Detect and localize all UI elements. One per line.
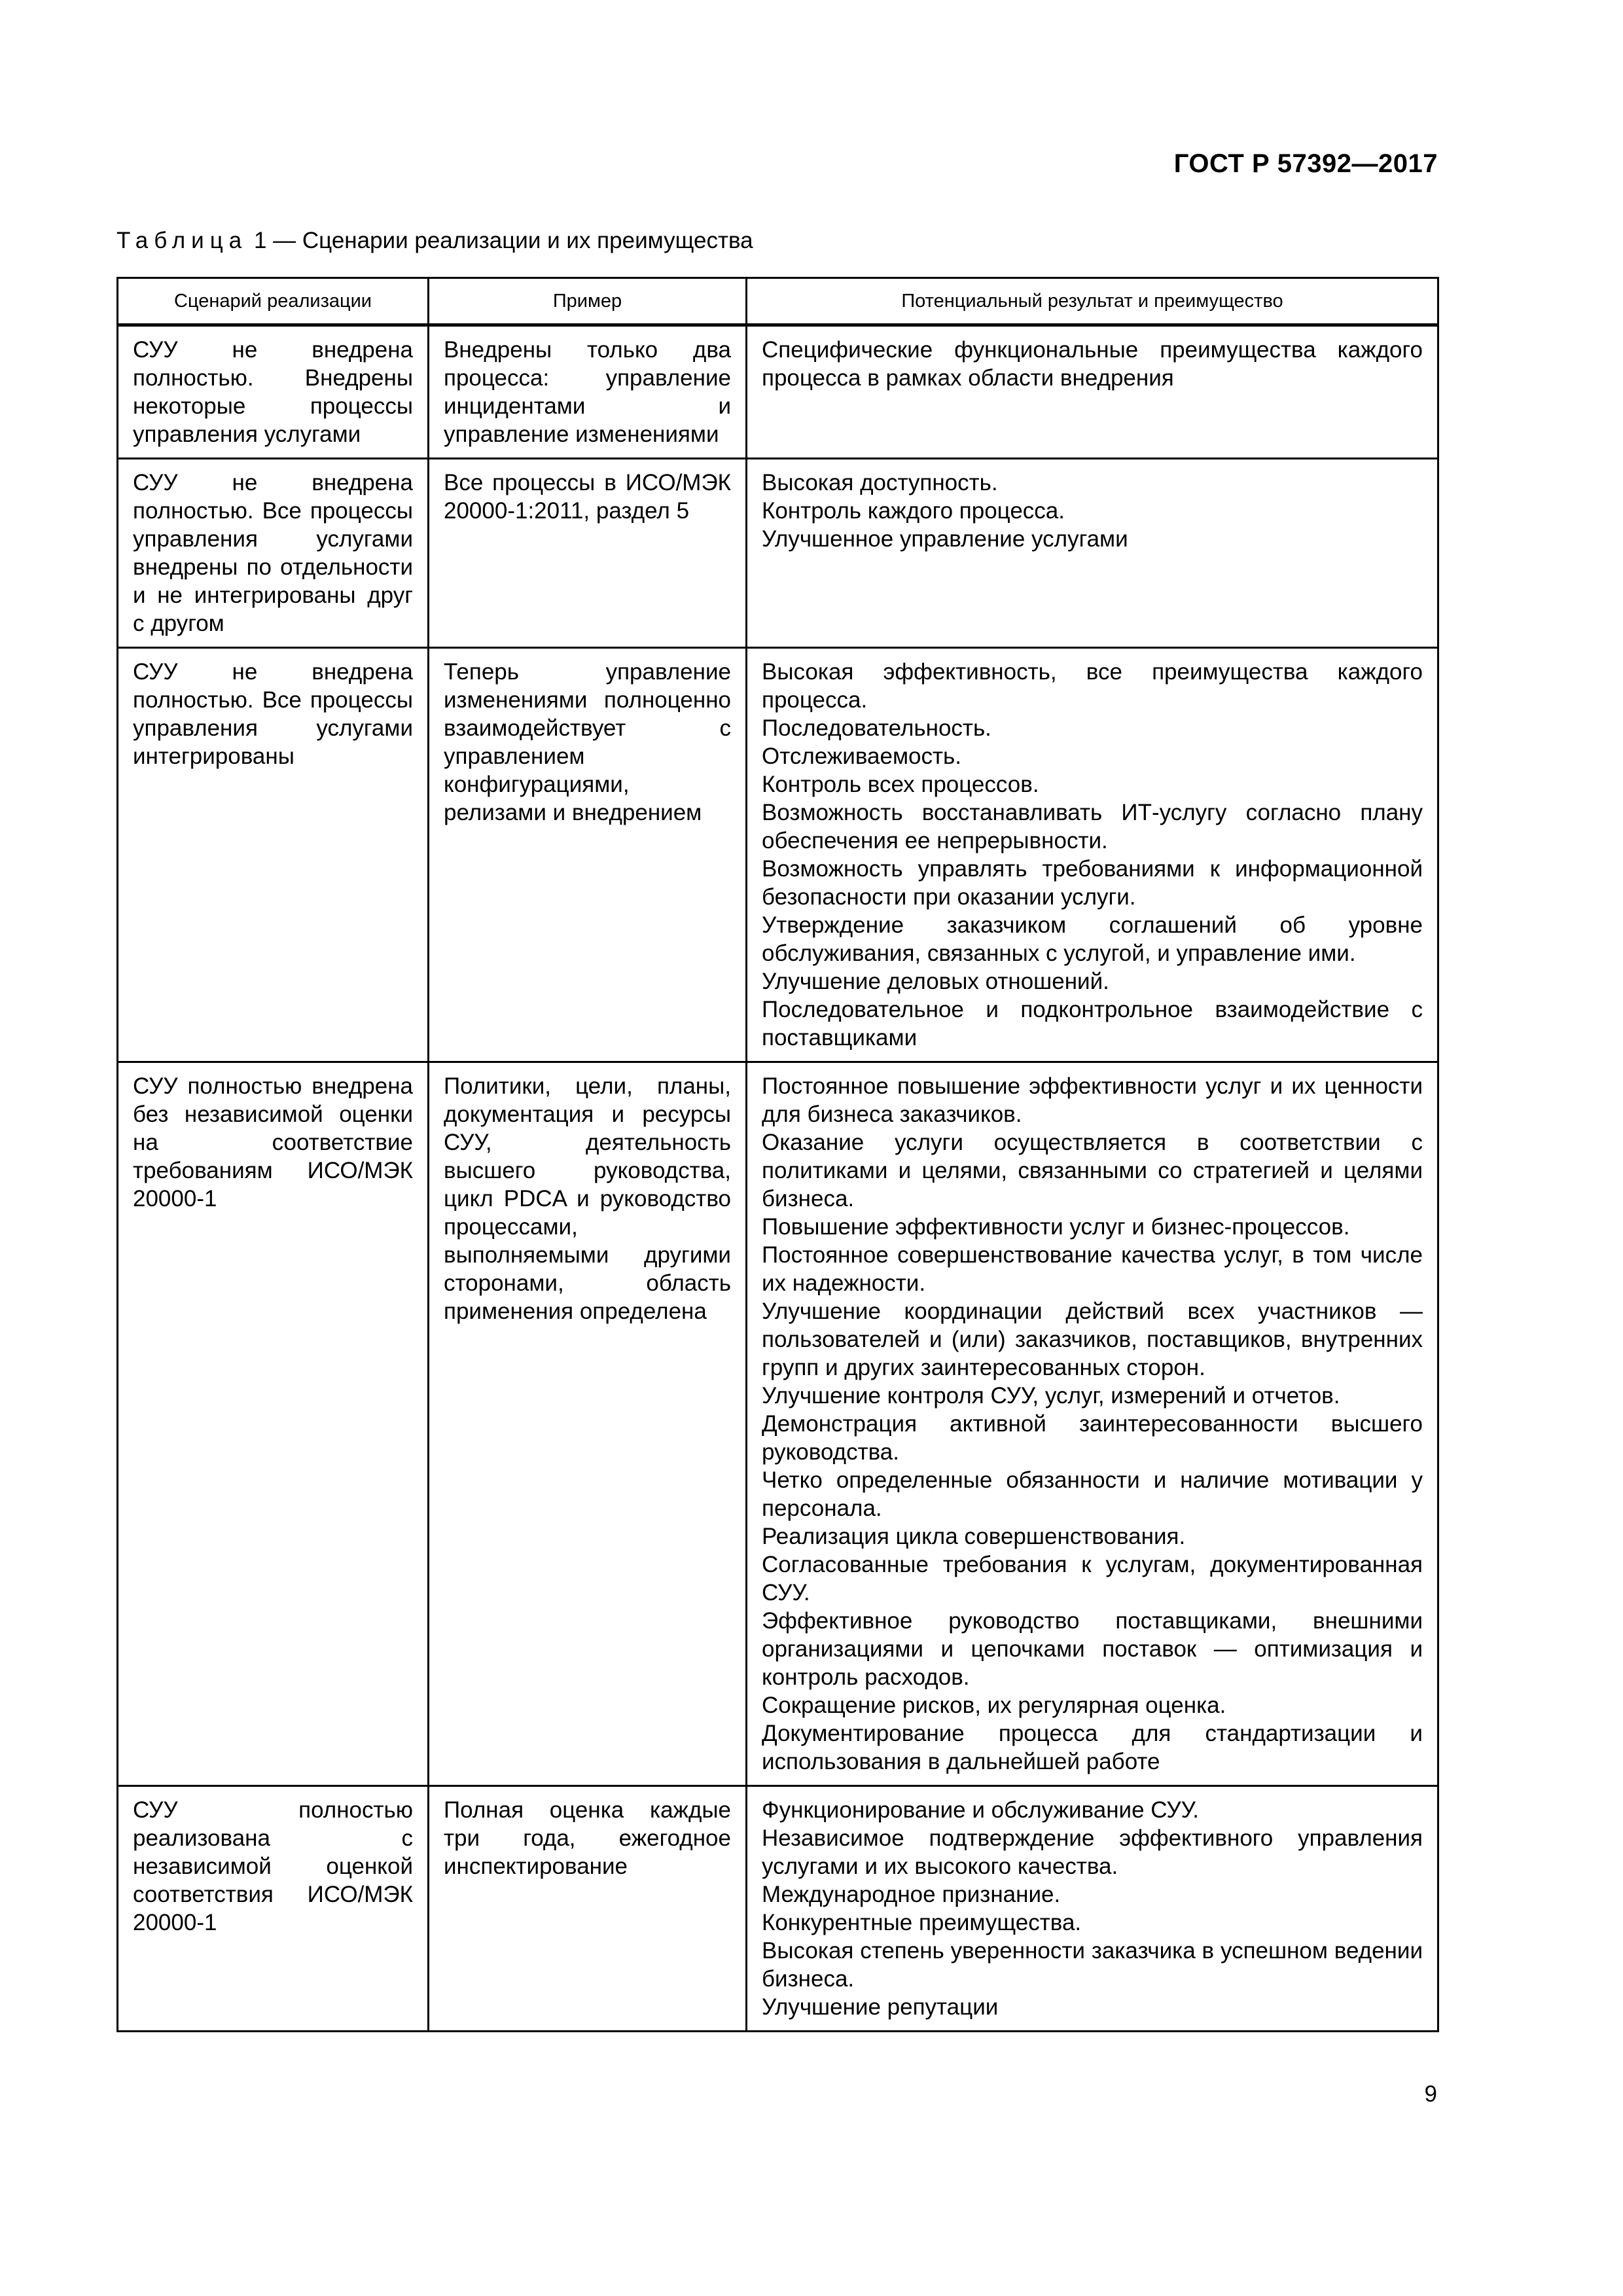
benefit-item: Оказание услуги осуществляется в соответствии с политиками и целями, связанными со стратегией и целями бизнеса. xyxy=(762,1130,1423,1211)
benefit-cell xyxy=(747,1786,1438,2032)
example-cell: Все процессы в ИСО/МЭК 20000-1:2011, раздел 5 xyxy=(429,459,747,648)
benefit-item: Утверждение заказчиком соглашений об уровне обслуживания, связанных с услугой, и управление ими. xyxy=(762,912,1423,966)
benefit-item: Высокая степень уверенности заказчика в успешном ведении бизнеса. xyxy=(762,1938,1423,1992)
example-cell: Полная оценка каждые три года, ежегодное инспектирование xyxy=(429,1786,747,2032)
benefit-item: Повышение эффективности услуг и бизнес-процессов. xyxy=(762,1214,1350,1240)
table-row xyxy=(118,1062,1438,1786)
benefit-item: Реализация цикла совершенствования. xyxy=(762,1524,1186,1549)
benefit-item: Последовательное и подконтрольное взаимодействие с поставщиками xyxy=(762,997,1423,1050)
scenario-cell: СУУ не внедрена полностью. Все процессы управления услугами интегрированы xyxy=(118,648,429,1062)
benefit-item: Постоянное повышение эффективности услуг и их ценности для бизнеса заказчиков. xyxy=(762,1073,1423,1127)
benefit-item: Возможность восстанавливать ИТ-услугу согласно плану обеспечения ее непрерывности. xyxy=(762,800,1423,853)
benefit-cell xyxy=(747,1062,1438,1786)
benefit-item: Международное признание. xyxy=(762,1882,1061,1907)
benefit-item: Демонстрация активной заинтересованности высшего руководства. xyxy=(762,1411,1423,1465)
benefit-item: Последовательность. xyxy=(762,715,991,741)
table-row xyxy=(118,459,1438,648)
benefit-cell xyxy=(747,648,1438,1062)
benefit-item: Контроль каждого процесса. xyxy=(762,498,1065,524)
benefit-item: Высокая эффективность, все преимущества каждого процесса. xyxy=(762,659,1423,713)
benefit-item: Сокращение рисков, их регулярная оценка. xyxy=(762,1693,1226,1718)
example-cell: Внедрены только два процесса: управление инцидентами и управление изменениями xyxy=(429,325,747,459)
benefit-item: Улучшение деловых отношений. xyxy=(762,969,1109,994)
column-header-scenario: Сценарий реализации xyxy=(118,278,429,325)
benefit-item: Высокая доступность. xyxy=(762,470,998,495)
example-cell: Политики, цели, планы, документация и ресурсы СУУ, деятельность высшего руководства, цикл PDCA и руководство процессами, выполняемыми другими сторонами, область применения определена xyxy=(429,1062,747,1786)
example-cell: Теперь управление изменениями полноценно взаимодействует с управлением конфигурациями, релизами и внедрением xyxy=(429,648,747,1062)
column-header-benefit: Потенциальный результат и преимущество xyxy=(747,278,1438,325)
scenario-cell: СУУ полностью реализована с независимой оценкой соответствия ИСО/МЭК 20000-1 xyxy=(118,1786,429,2032)
standard-code: ГОСТ Р 57392—2017 xyxy=(1173,149,1438,178)
table-body xyxy=(118,325,1438,2032)
table-row xyxy=(118,325,1438,459)
benefit-item: Специфические функциональные преимущества каждого процесса в рамках области внедрения xyxy=(762,337,1423,391)
benefit-item: Документирование процесса для стандартизации и использования в дальнейшей работе xyxy=(762,1721,1423,1774)
benefit-item: Улучшение репутации xyxy=(762,1994,999,2020)
benefit-item: Возможность управлять требованиями к информационной безопасности при оказании услуги. xyxy=(762,856,1423,910)
benefit-item: Отслеживаемость. xyxy=(762,744,961,769)
benefit-item: Контроль всех процессов. xyxy=(762,772,1039,797)
benefit-cell xyxy=(747,459,1438,648)
scenario-cell: СУУ не внедрена полностью. Внедрены некоторые процессы управления услугами xyxy=(118,325,429,459)
benefit-item: Независимое подтверждение эффективного управления услугами и их высокого качества. xyxy=(762,1825,1423,1879)
benefit-item: Конкурентные преимущества. xyxy=(762,1910,1082,1935)
benefit-item: Эффективное руководство поставщиками, внешними организациями и цепочками поставок — оптимизация и контроль расходов. xyxy=(762,1608,1423,1690)
table-header-row xyxy=(118,278,1438,325)
column-header-example: Пример xyxy=(429,278,747,325)
scenario-cell: СУУ полностью внедрена без независимой оценки на соответствие требованиям ИСО/МЭК 20000-1 xyxy=(118,1062,429,1786)
benefit-item: Постоянное совершенствование качества услуг, в том числе их надежности. xyxy=(762,1242,1423,1296)
benefit-item: Функционирование и обслуживание СУУ. xyxy=(762,1797,1199,1823)
benefit-cell xyxy=(747,325,1438,459)
table-row xyxy=(118,648,1438,1062)
table-caption-title: — Сценарии реализации и их преимущества xyxy=(273,228,753,253)
scenario-cell: СУУ не внедрена полностью. Все процессы управления услугами внедрены по отдельности и не интегрированы друг с другом xyxy=(118,459,429,648)
benefit-item: Улучшенное управление услугами xyxy=(762,526,1128,552)
scenarios-table xyxy=(116,277,1439,2032)
benefit-item: Улучшение контроля СУУ, услуг, измерений и отчетов. xyxy=(762,1383,1340,1408)
table-caption-number: 1 xyxy=(253,228,267,253)
benefit-item: Четко определенные обязанности и наличие мотивации у персонала. xyxy=(762,1467,1423,1521)
table-row xyxy=(118,1786,1438,2032)
table-caption-label: Таблица xyxy=(116,228,248,253)
table-caption xyxy=(116,228,753,254)
page-number: 9 xyxy=(1424,2081,1437,2107)
benefit-item: Согласованные требования к услугам, документированная СУУ. xyxy=(762,1552,1423,1605)
benefit-item: Улучшение координации действий всех участников — пользователей и (или) заказчиков, поставщиков, внутренних групп и других заинтересованных сторон. xyxy=(762,1299,1423,1380)
